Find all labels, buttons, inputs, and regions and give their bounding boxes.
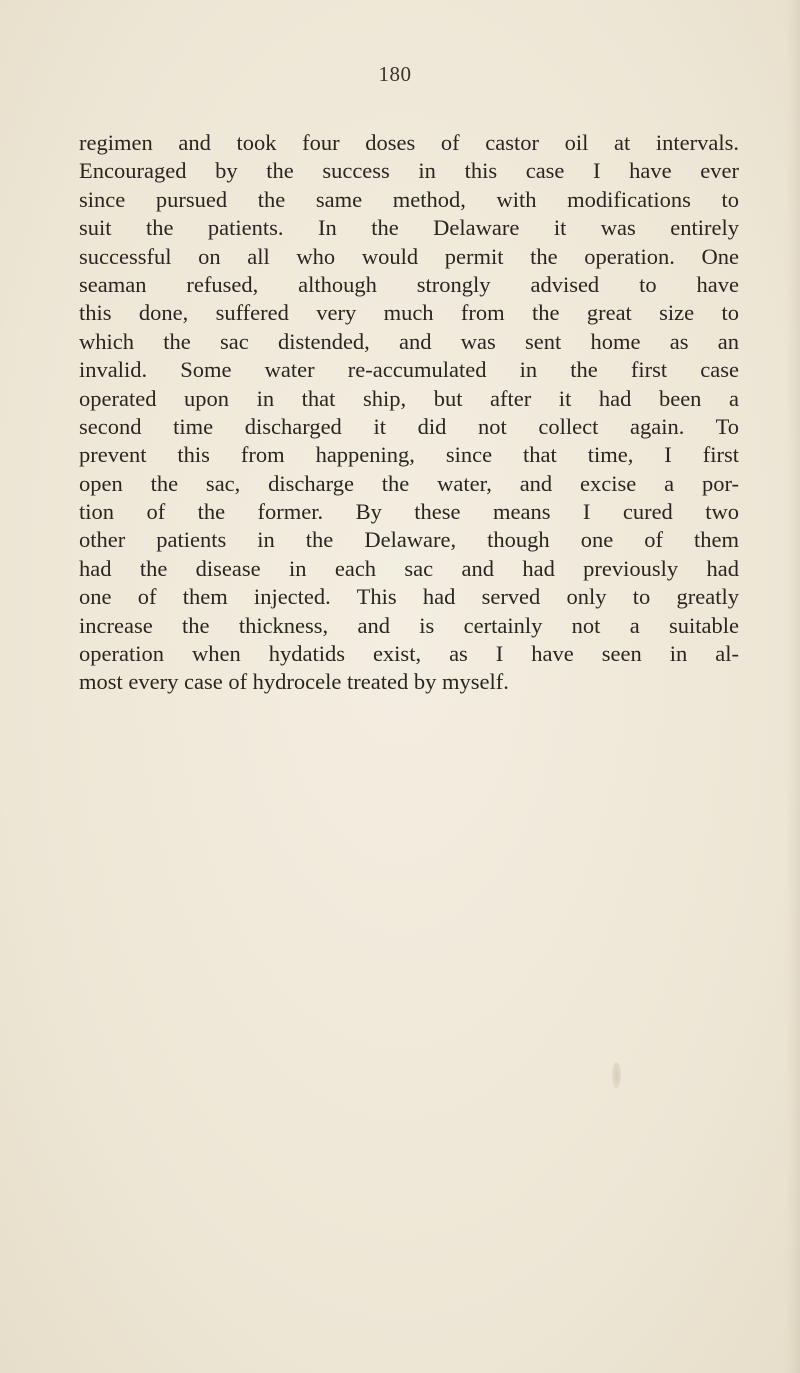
text-line: tion of the former. By these means I cured two: [79, 499, 739, 525]
text-line: since pursued the same method, with modifications to: [79, 186, 739, 212]
text-line: increase the thickness, and is certainly not a suitable: [79, 612, 739, 638]
text-line: suit the patients. In the Delaware it was entirely: [79, 215, 739, 241]
text-line: other patients in the Delaware, though one of them: [79, 527, 739, 553]
text-line: successful on all who would permit the operation. One: [79, 243, 739, 269]
body-paragraph: [79, 129, 739, 697]
text-line: which the sac distended, and was sent home as an: [79, 328, 739, 354]
text-line: open the sac, discharge the water, and excise a por-: [79, 470, 739, 496]
text-line: seaman refused, although strongly advised to have: [79, 271, 739, 297]
text-line: regimen and took four doses of castor oil at intervals.: [79, 130, 739, 155]
text-line: operated upon in that ship, but after it had been a: [79, 385, 739, 411]
text-line: second time discharged it did not collect again. To: [79, 413, 739, 439]
text-line: this done, suffered very much from the great size to: [79, 300, 739, 326]
paper-stain: [612, 1062, 621, 1088]
page-number: 180: [378, 62, 412, 86]
text-line: invalid. Some water re-accumulated in the first case: [79, 357, 739, 383]
text-line: operation when hydatids exist, as I have seen in al-: [79, 641, 739, 667]
page-edge-shadow: [786, 0, 800, 1373]
text-line: prevent this from happening, since that time, I first: [79, 442, 739, 468]
text-line: had the disease in each sac and had previously had: [79, 555, 739, 581]
text-line: Encouraged by the success in this case I have ever: [79, 158, 739, 184]
text-line: one of them injected. This had served only to greatly: [79, 584, 739, 610]
text-line: most every case of hydrocele treated by myself.: [79, 669, 509, 695]
